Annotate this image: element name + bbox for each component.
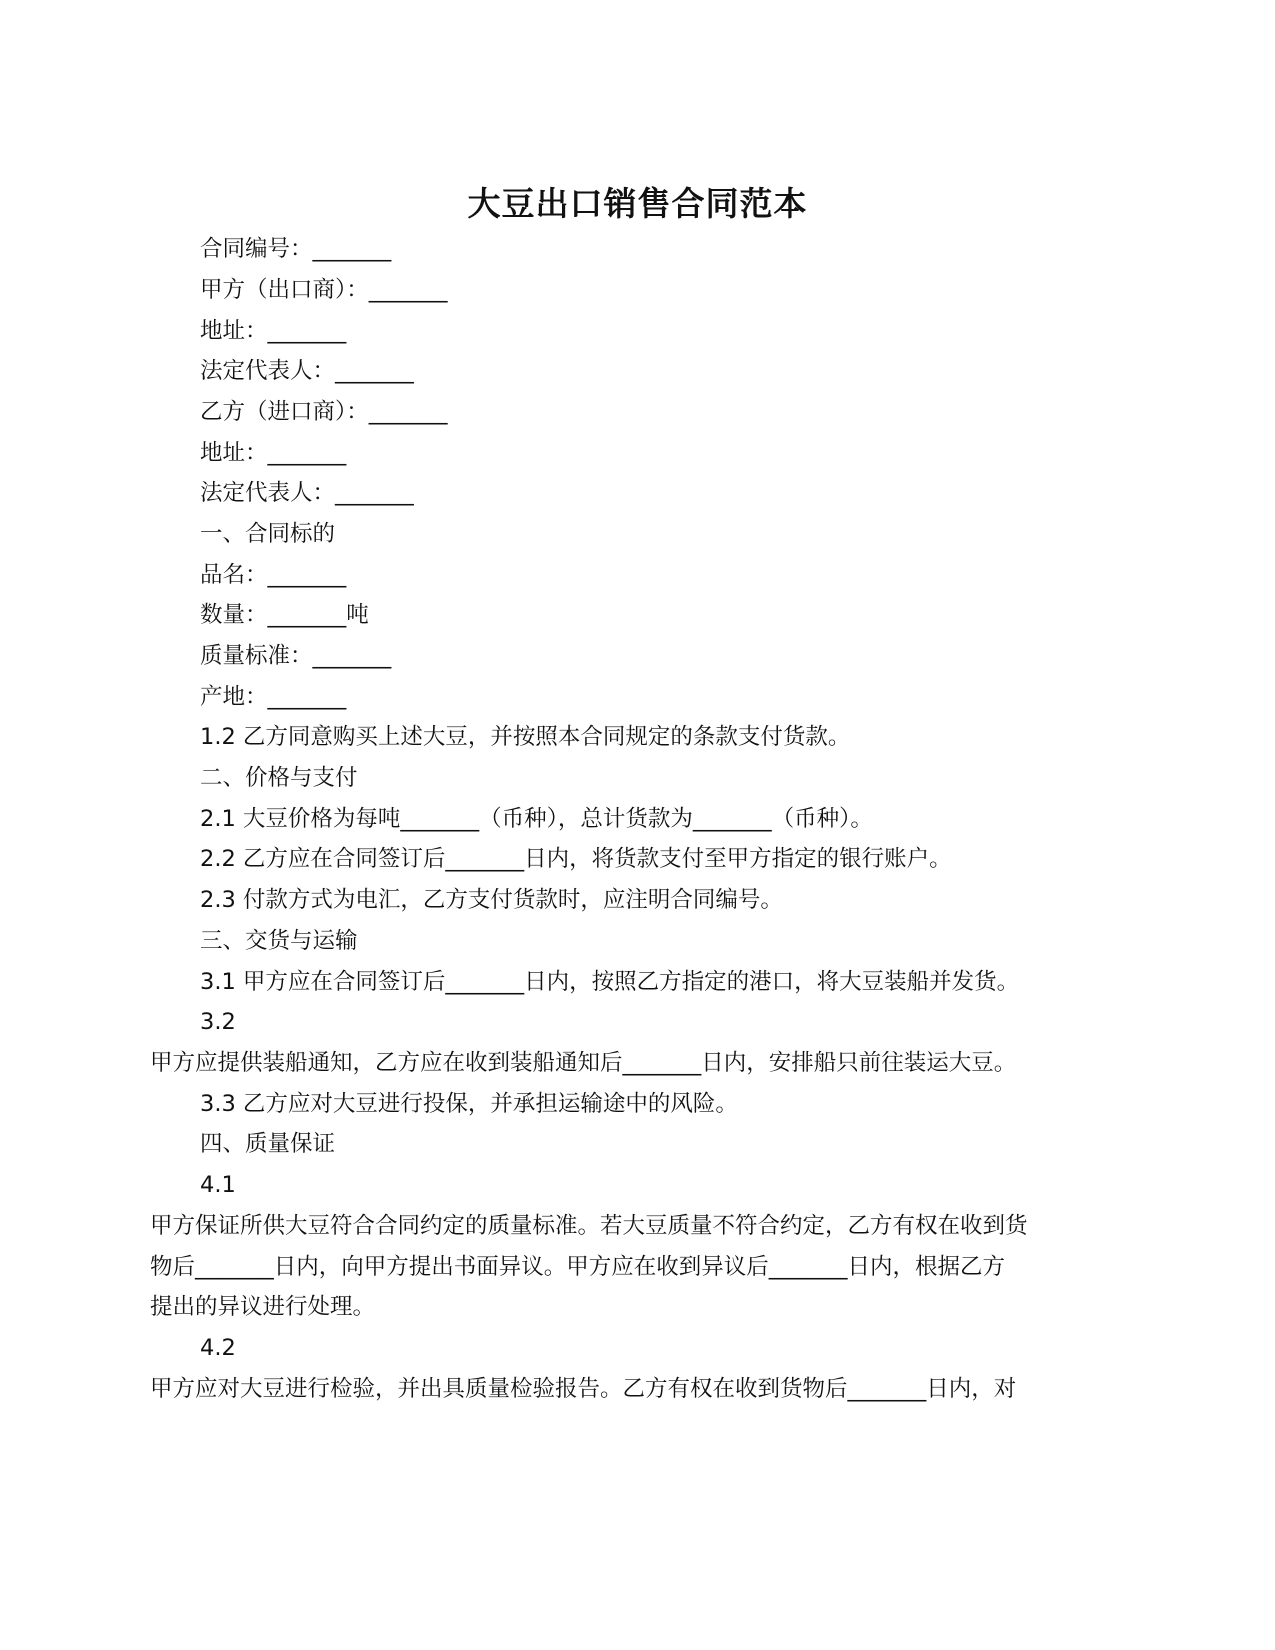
clause-3-1: 3.1 甲方应在合同签订后_______日内，按照乙方指定的港口，将大豆装船并发货。 [200, 969, 1020, 995]
quantity-field: 数量：_______吨 [200, 602, 369, 628]
clause-2-2: 2.2 乙方应在合同签订后_______日内，将货款支付至甲方指定的银行账户。 [200, 846, 952, 872]
party-b-field: 乙方（进口商）：_______ [200, 399, 448, 425]
clause-4-2-number: 4.2 [200, 1335, 236, 1361]
clause-4-1-text-line-2: 物后_______日内，向甲方提出书面异议。甲方应在收到异议后_______日内，根据乙方 [150, 1254, 1006, 1280]
clause-3-2-number: 3.2 [200, 1009, 236, 1035]
clause-4-2-text: 甲方应对大豆进行检验，并出具质量检验报告。乙方有权在收到货物后_______日内，对 [150, 1376, 1017, 1402]
clause-4-1-number: 4.1 [200, 1172, 236, 1198]
document-title: 大豆出口销售合同范本 [467, 184, 808, 223]
party-b-address-field: 地址：_______ [200, 440, 347, 466]
party-a-address-field: 地址：_______ [200, 318, 347, 344]
party-a-field: 甲方（出口商）：_______ [200, 277, 448, 303]
clause-4-1-text-line-3: 提出的异议进行处理。 [150, 1294, 376, 1320]
product-name-field: 品名：_______ [200, 562, 347, 588]
clause-3-2-text: 甲方应提供装船通知，乙方应在收到装船通知后_______日内，安排船只前往装运大豆。 [150, 1050, 1017, 1076]
section-heading-1: 一、合同标的 [200, 521, 336, 547]
clause-4-1-text-line-1: 甲方保证所供大豆符合合同约定的质量标准。若大豆质量不符合约定，乙方有权在收到货 [150, 1213, 1028, 1239]
section-heading-2: 二、价格与支付 [200, 765, 358, 791]
section-heading-4: 四、质量保证 [200, 1131, 336, 1157]
clause-2-3: 2.3 付款方式为电汇，乙方支付货款时，应注明合同编号。 [200, 887, 783, 913]
party-b-representative-field: 法定代表人：_______ [200, 480, 414, 506]
clause-1-2: 1.2 乙方同意购买上述大豆，并按照本合同规定的条款支付货款。 [200, 724, 851, 750]
clause-3-3: 3.3 乙方应对大豆进行投保，并承担运输途中的风险。 [200, 1091, 738, 1117]
party-a-representative-field: 法定代表人：_______ [200, 358, 414, 384]
quality-standard-field: 质量标准：_______ [200, 643, 392, 669]
clause-2-1: 2.1 大豆价格为每吨_______（币种），总计货款为_______（币种）。 [200, 806, 873, 832]
origin-field: 产地：_______ [200, 684, 347, 710]
contract-number-field: 合同编号：_______ [200, 236, 392, 262]
section-heading-3: 三、交货与运输 [200, 928, 358, 954]
